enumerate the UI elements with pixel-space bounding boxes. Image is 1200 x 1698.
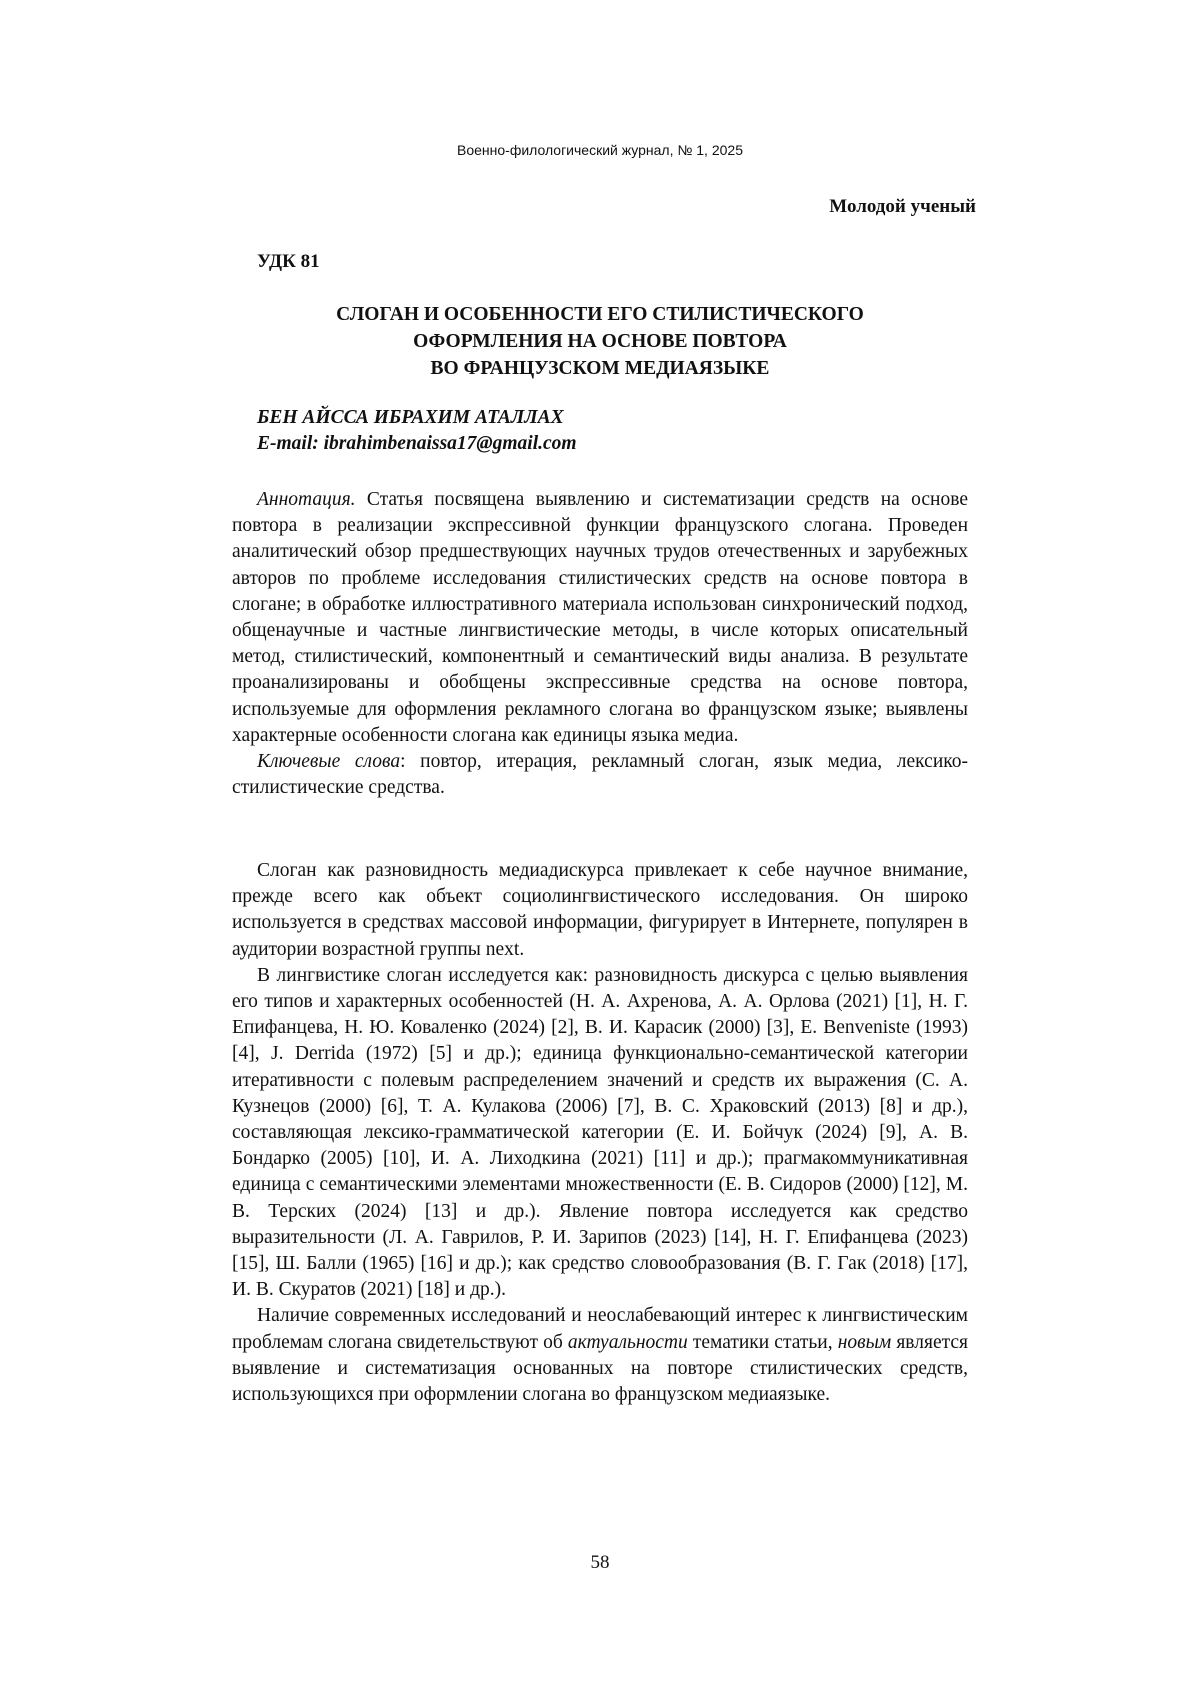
journal-header: Военно-филологический журнал, № 1, 2025 xyxy=(457,142,743,158)
text-run: является выявление и систематизация основанных на повторе стилистических средств, использующихся при оформлении слогана во французском медиаязыке. xyxy=(232,1331,968,1406)
text-run: тематики статьи, xyxy=(687,1331,838,1353)
udk-code: УДК 81 xyxy=(257,251,320,272)
body-paragraph: Слоган как разновидность медиадискурса привлекает к себе научное внимание, прежде всего как объект социолингвистического исследования. Он широко используется в средствах массовой информации, фигурирует в Интернете, популярен в аудитории возрастной группы next. xyxy=(232,860,968,960)
author-block xyxy=(257,405,577,457)
keywords-paragraph xyxy=(232,749,968,801)
abstract-paragraph xyxy=(232,487,968,749)
emphasis: актуальности xyxy=(567,1331,688,1353)
title-line: СЛОГАН И ОСОБЕННОСТИ ЕГО СТИЛИСТИЧЕСКОГО xyxy=(336,304,864,325)
abstract-text: Статья посвящена выявлению и систематизации средств на основе повтора в реализации экспрессивной функции французского слогана. Проведен аналитический обзор предшествующих научных трудов отечественных и зарубежных авторов по проблеме исследования стилистических средств на основе повтора в слогане; в обработке иллюстративного материала использован синхронический подход, общенаучные и частные лингвистические методы, в числе которых описательный метод, стилистический, компонентный и семантический виды анализа. В результате проанализированы и обобщены экспрессивные средства на основе повтора, используемые для оформления рекламного слогана во французском языке; выявлены характерные особенности слогана как единицы языка медиа. xyxy=(232,489,968,746)
emphasis: новым xyxy=(837,1331,892,1353)
page-number: 58 xyxy=(590,1552,610,1573)
body-paragraph xyxy=(232,1303,968,1408)
keywords-label: Ключевые слова xyxy=(257,751,401,773)
text-run: Наличие современных исследований и неослабевающий интерес к лингвистическим проблемам слогана свидетельствуют об xyxy=(232,1305,968,1353)
title-line: ОФОРМЛЕНИЯ НА ОСНОВЕ ПОВТОРА xyxy=(413,331,787,352)
title-line: ВО ФРАНЦУЗСКОМ МЕДИАЯЗЫКЕ xyxy=(430,358,770,379)
abstract-block xyxy=(232,487,968,801)
keywords-text: : повтор, итерация, рекламный слоган, язык медиа, лексико-стилистические средства. xyxy=(232,751,968,799)
body-paragraph: В лингвистике слоган исследуется как: разновидность дискурса с целью выявления его типов и характерных особенностей (Н. А. Ахренова, А. А. Орлова (2021) [1], Н. Г. Епифанцева, Н. Ю. Коваленко (2024) [2], В. И. Карасик (2000) [3], E. Benveniste (1993) [4], J. Derrida (1972) [5] и др.); единица функционально-семантической категории итеративности с полевым распределением значений и средств их выражения (С. А. Кузнецов (2000) [6], Т. А. Кулакова (2006) [7], В. С. Храковский (2013) [8] и др.), составляющая лексико-грамматической категории (Е. И. Бойчук (2024) [9], А. В. Бондарко (2005) [10], И. А. Лиходкина (2021) [11] и др.); прагмакоммуникативная единица с семантическими элементами множественности (Е. В. Сидоров (2000) [12], М. В. Терских (2024) [13] и др.). Явление повтора исследуется как средство выразительности (Л. А. Гаврилов, Р. И. Зарипов (2023) [14], Н. Г. Епифанцева (2023) [15], Ш. Балли (1965) [16] и др.); как средство словообразования (В. Г. Гак (2018) [17], И. В. Скуратов (2021) [18] и др.). xyxy=(232,964,968,1301)
rubric: Молодой ученый xyxy=(829,196,976,217)
author-email: E-mail: ibrahimbenaissa17@gmail.com xyxy=(257,433,577,454)
author-name: БЕН АЙССА ИБРАХИМ АТАЛЛАХ xyxy=(257,407,564,428)
article-title xyxy=(232,301,968,382)
abstract-label: Аннотация. xyxy=(257,489,356,510)
article-body xyxy=(232,858,968,1408)
